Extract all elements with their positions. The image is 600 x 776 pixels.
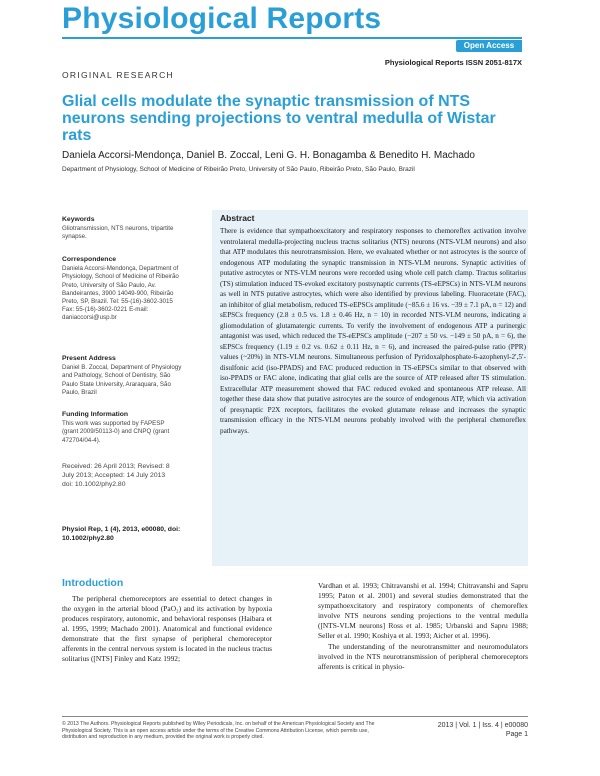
open-access-badge: Open Access <box>456 40 522 52</box>
keywords-text: Gliotransmission, NTS neurons, tripartite synapse. <box>62 225 174 241</box>
page-number: Page 1 <box>505 731 528 738</box>
intro-left-column: The peripheral chemoreceptors are essential to detect changes in the oxygen in the arterial blood (PaO₂) and its activation by hypoxia produces respiratory, autonomic, and behavioral responses (Haibara et al. 1995, 1999; Machado 2001). Anatomical and functional evidence demonstrate that the first synapse of peripheral chemoreceptor afferents in the central nervous system is located in the nucleus tractus solitarius ([NTS] Finley and Katz 1992; <box>62 594 272 663</box>
issn: Physiological Reports ISSN 2051-817X <box>384 58 522 67</box>
footer-rule <box>62 716 528 717</box>
issue-info: 2013 | Vol. 1 | Iss. 4 | e00080 <box>437 722 528 729</box>
present-address-text: Daniel B. Zoccal, Department of Physiology and Pathology, School of Dentistry, São Paulo State University, Araraquara, São Paulo, Brazil <box>62 364 182 396</box>
intro-right-column <box>318 581 528 672</box>
funding-block <box>62 411 182 445</box>
article-title: Glial cells modulate the synaptic transmission of NTS neurons sending projections to ventral medulla of Wistar rats <box>62 93 496 144</box>
section-label: ORIGINAL RESEARCH <box>62 70 174 80</box>
dates-block <box>62 462 182 490</box>
correspondence-text: Daniela Accorsi-Mendonça, Department of Physiology, School of Medicine of Ribeirão Preto, University of São Paulo, Av. Bandeirantes, 3900 14049-900, Ribeirão Preto, SP, Brazil. Tel: 55-(16)-3602-3015 Fax: 55-(16)-3602-0221 E-mail: daniaccorsi@usp.br <box>62 265 179 322</box>
author-list: Daniela Accorsi-Mendonça, Daniel B. Zoccal, Leni G. H. Bonagamba & Benedito H. Machado <box>62 150 475 161</box>
journal-title: Physiological Reports <box>62 2 382 35</box>
correspondence-heading: Correspondence <box>62 256 117 263</box>
introduction-heading: Introduction <box>62 577 124 589</box>
present-address-block <box>62 355 182 397</box>
intro-right-paragraph-1: Vardhan et al. 1993; Chitravanshi et al. 1994; Chitravanshi and Sapru 1995; Paton et al. 2001) and several studies demonstrated that the sympathoexcitatory and respiratory components of chemoreflex involve NTS neurons sending projections to the ventral medulla ([NTS-VLM neurons] Ross et al. 1985; Urbanski and Sapru 1988; Seller et al. 1990; Koshiya et al. 1993; Aicher et al. 1996). <box>318 581 528 640</box>
intro-right-paragraph-2: The understanding of the neurotransmitter and neuromodulators involved in the NTS neurotransmission of peripheral chemoreceptors afferents is critical in physio- <box>318 642 528 671</box>
page-info <box>438 721 528 739</box>
keywords-heading: Keywords <box>62 216 95 223</box>
doi-text: doi: 10.1002/phy2.80 <box>62 481 126 489</box>
citation-block <box>62 525 182 543</box>
funding-heading: Funding Information <box>62 411 129 418</box>
abstract-heading: Abstract <box>220 213 255 223</box>
affiliation: Department of Physiology, School of Medicine of Ribeirão Preto, University of São Paulo, Ribeirão Preto, São Paulo, Brazil <box>62 166 415 173</box>
header-rule <box>62 37 522 39</box>
citation-text: Physiol Rep, 1 (4), 2013, e00080, doi: 10.1002/phy2.80 <box>62 526 181 543</box>
keywords-block <box>62 216 182 242</box>
license-text: © 2013 The Authors. Physiological Reports published by Wiley Periodicals, Inc. on behalf of the American Physiological Society and The Physiological Society. This is an open access article under the terms of the Creative Commons Attribution License, which permits use, distribution and reproduction in any medium, provided the original work is properly cited. <box>62 721 375 741</box>
dates-text: Received: 26 April 2013; Revised: 8 July 2013; Accepted: 14 July 2013 <box>62 463 170 480</box>
funding-text: This work was supported by FAPESP (grant 2009/50113-0) and CNPQ (grant 472704/04-4). <box>62 420 170 444</box>
present-address-heading: Present Address <box>62 355 116 362</box>
abstract-text: There is evidence that sympathoexcitatory and respiratory responses to chemoreflex activation involve ventrolateral medulla-projecting nucleus tractus solitarius (NTS) neurons (NTS-VLM neurons) and also that ATP modulates this neurotransmission. Here, we evaluated whether or not astrocytes is the source of endogenous ATP modulating the synaptic transmission in NTS-VLM neurons. Synaptic activities of putative astrocytes or NTS-VLM neurons were recorded using whole cell patch clamp. Tractus solitarius (TS) stimulation induced TS-evoked excitatory postsynaptic currents (TS-eEPSCs) in NTS-VLM neurons as well in NTS putative astrocytes, which were also identified by previous labeling. Fluoracetate (FAC), an inhibitor of glial metabolism, reduced TS-eEPSCs amplitude (−85.6 ± 16 vs. −39 ± 7.1 pA, n = 12) and sEPSCs frequency (2.8 ± 0.5 vs. 1.8 ± 0.46 Hz, n = 10) in recorded NTS-VLM neurons, indicating a gliomodulation of glutamatergic currents. To verify the involvement of endogenous ATP a purinergic antagonist was used, which reduced the TS-eEPSCs amplitude (−207 ± 50 vs. −149 ± 50 pA, n = 6), the sEPSCs frequency (1.19 ± 0.2 vs. 0.62 ± 0.11 Hz, n = 6), and increased the paired-pulse ratio (PPR) values (~20%) in NTS-VLM neurons. Simultaneous perfusion of Pyridoxalphosphate-6-azophenyl-2′,5′-disulfonic acid (iso-PPADS) and FAC produced reduction in TS-eEPSCs similar to that observed with iso-PPADS or FAC alone, indicating that glial cells are the source of ATP released after TS stimulation. Extracellular ATP measurement showed that FAC reduced evoked and spontaneous ATP release. All together these data show that putative astrocytes are the source of endogenous ATP, which via activation of presynaptic P2X receptors, facilitates the evoked glutamate release and increases the synaptic transmission efficacy in the NTS-VLM neurons probably involved with the peripheral chemoreflex pathways. <box>220 227 526 435</box>
correspondence-block <box>62 256 182 323</box>
